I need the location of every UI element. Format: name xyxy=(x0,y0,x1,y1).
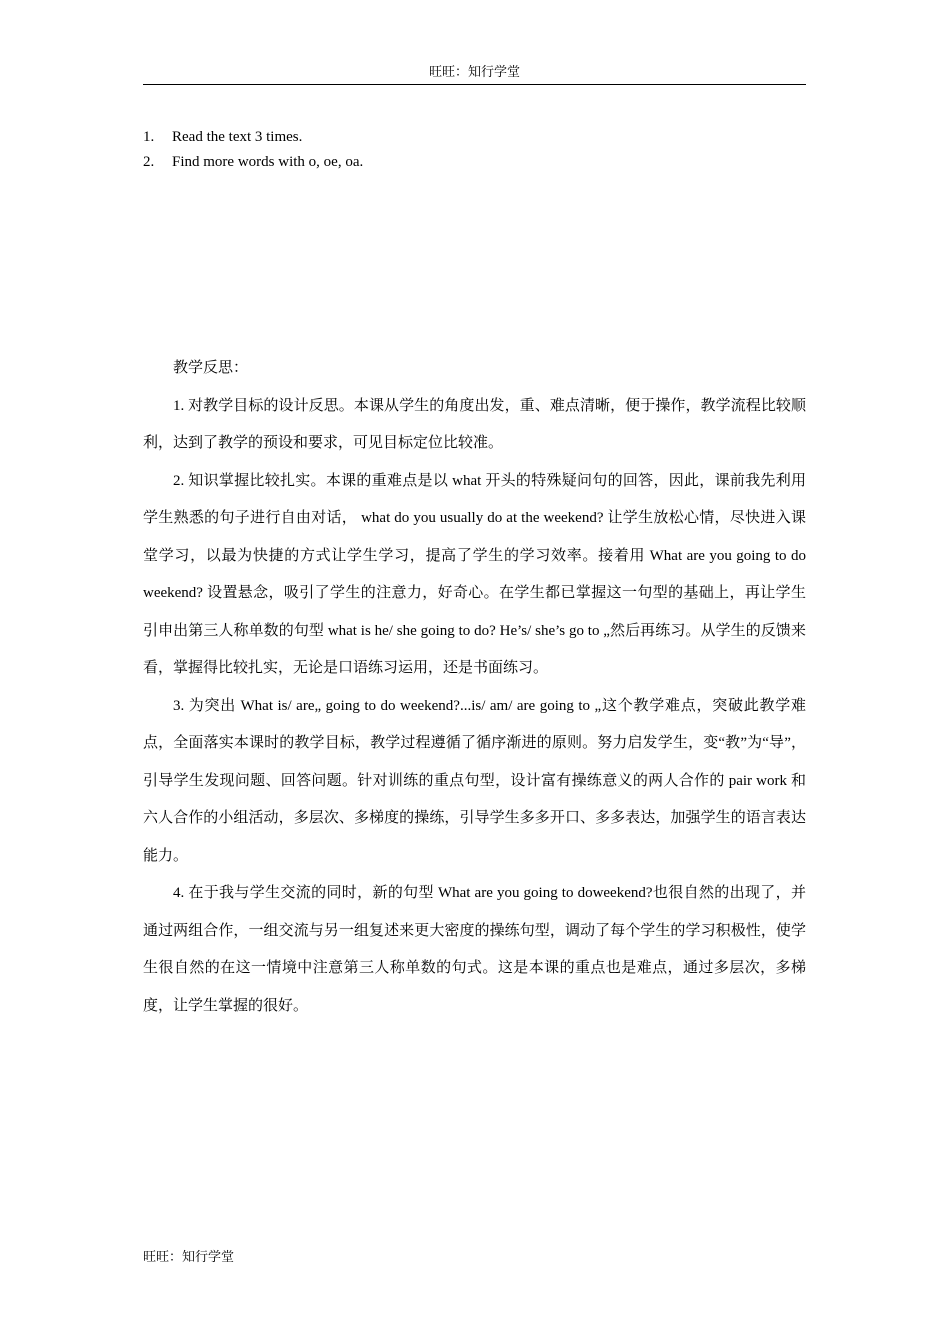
reflection-paragraph-3: 3. 为突出 What is/ are„ going to do weekend?...is/ am/ are going to „这个教学难点，突破此教学难点，全面落实本课时的教学目标，教学过程遵循了循序渐进的原则。努力启发学生，变“教”为“导”，引导学生发现问题、回答问题。针对训练的重点句型，设计富有操练意义的两人合作的 pair work 和六人合作的小组活动，多层次、多梯度的操练，引导学生多多开口、多多表达，加强学生的语言表达能力。 xyxy=(143,697,806,864)
list-item-number: 2. xyxy=(143,154,155,170)
reflection-paragraph-4: 4. 在于我与学生交流的同时，新的句型 What are you going to doweekend?也很自然的出现了，并通过两组合作，一组交流与另一组复述来更大密度的操练句型，调动了每个学生的学习积极性，使学生很自然的在这一情境中注意第三人称单数的句式。这是本课的重点也是难点，通过多层次，多梯度，让学生掌握的很好。 xyxy=(143,885,806,1014)
page-header xyxy=(143,64,806,85)
page-footer: 旺旺：知行学堂 xyxy=(143,1249,235,1264)
list-item xyxy=(143,150,363,175)
list-item-text: Find more words with o, oe, oa. xyxy=(172,154,364,170)
reflection-paragraph-1: 1. 对教学目标的设计反思。本课从学生的角度出发，重、难点清晰，便于操作，教学流程比较顺利，达到了教学的预设和要求，可见目标定位比较准。 xyxy=(143,397,806,451)
teaching-reflection xyxy=(143,350,806,1025)
list-item-text: Read the text 3 times. xyxy=(172,129,303,145)
reflection-paragraph-2: 2. 知识掌握比较扎实。本课的重难点是以 what 开头的特殊疑问句的回答，因此，课前我先利用学生熟悉的句子进行自由对话， what do you usually do at the weekend? 让学生放松心情，尽快进入课堂学习，以最为快捷的方式让学生学习，提高了学生的学习效率。接着用 What are you going to do weekend? 设置悬念，吸引了学生的注意力，好奇心。在学生都已掌握这一句型的基础上，再让学生引申出第三人称单数的句型 what is he/ she going to do? He’s/ she’s go to „然后再练习。从学生的反馈来看，掌握得比较扎实，无论是口语练习运用，还是书面练习。 xyxy=(143,472,806,676)
list-item xyxy=(143,125,363,150)
reflection-title: 教学反思： xyxy=(173,360,249,376)
header-title: 旺旺：知行学堂 xyxy=(428,64,520,79)
homework-list xyxy=(143,125,363,175)
list-item-number: 1. xyxy=(143,129,155,145)
